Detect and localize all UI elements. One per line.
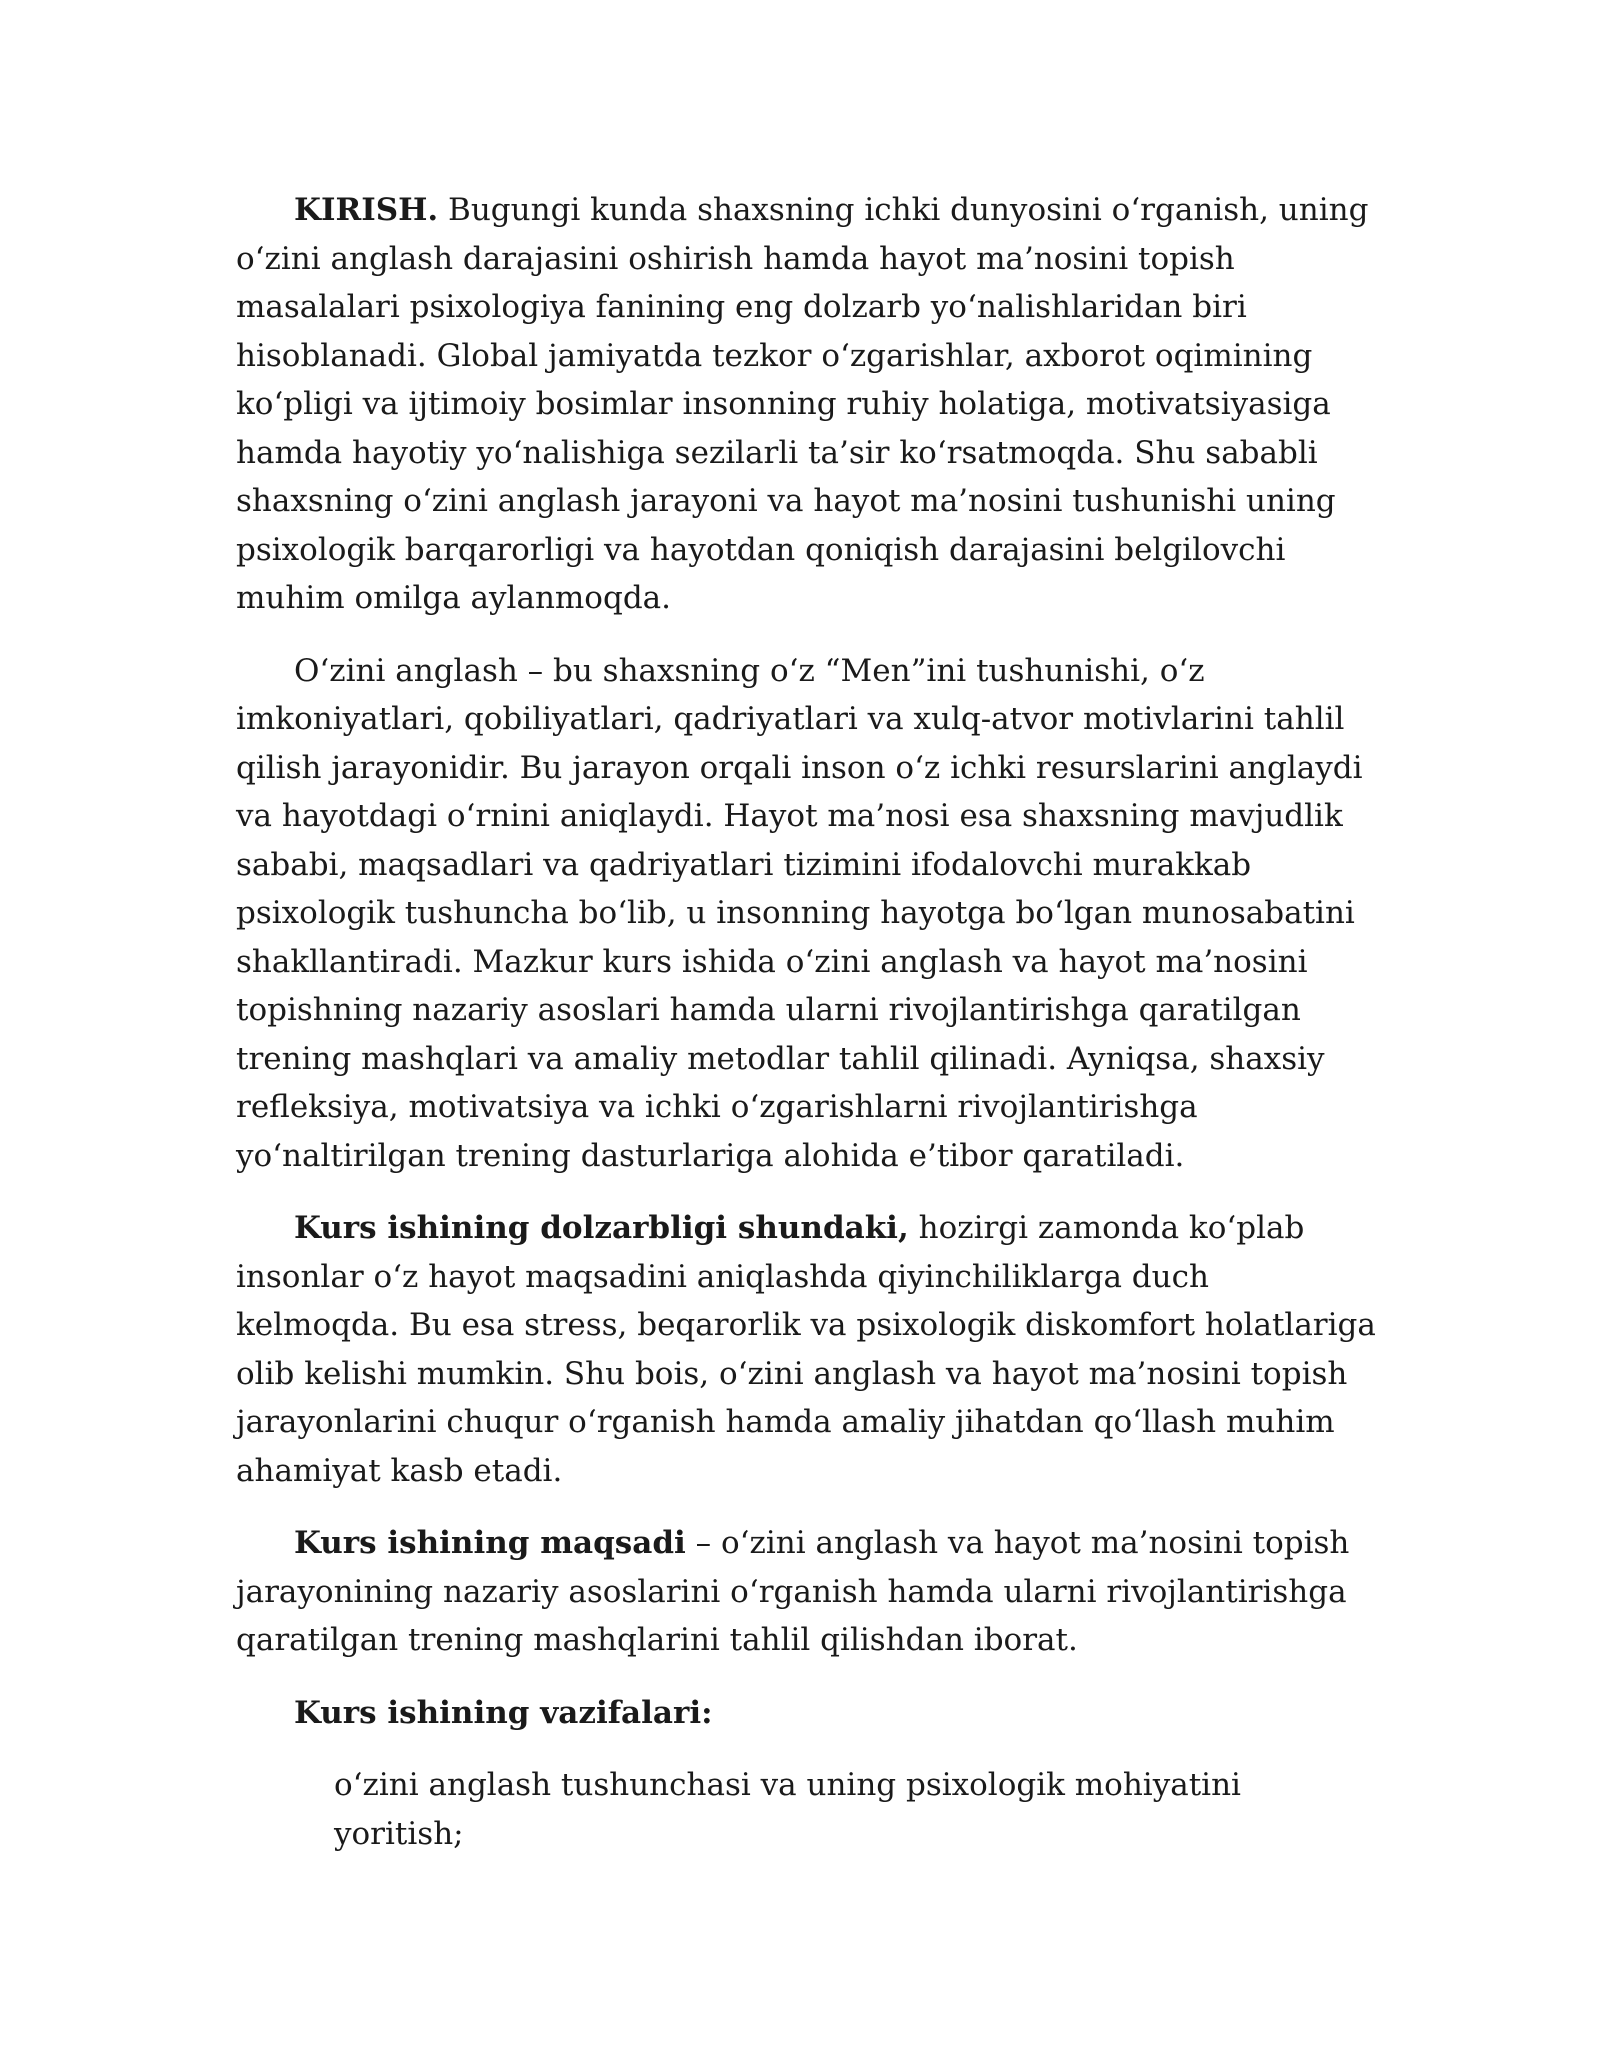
goal-paragraph [236,1519,1376,1665]
goal-lead: Kurs ishining maqsadi [294,1525,686,1561]
tasks-list-item: o‘zini anglash tushunchasi va uning psixologik mohiyatini yoritish; [334,1767,1241,1852]
intro-text: Bugungi kunda shaxsning ichki dunyosini o‘rganish, uning o‘zini anglash darajasini oshirish hamda hayot ma’nosini topish masalalari psixologiya fanining eng dolzarb yo‘nalishlaridan biri hisoblanadi. Global jamiyatda tezkor o‘zgarishlar, axborot oqimining ko‘pligi va ijtimoiy bosimlar insonning ruhiy holatiga, motivatsiyasiga hamda hayotiy yo‘nalishiga sezilarli ta’sir ko‘rsatmoqda. Shu sababli shaxsning o‘zini anglash jarayoni va hayot ma’nosini tushunishi uning psixologik barqarorligi va hayotdan qoniqish darajasini belgilovchi muhim omilga aylanmoqda. [236,192,1369,616]
intro-paragraph [236,186,1376,623]
goal-text: – o‘zini anglash va hayot ma’nosini topish jarayonining nazariy asoslarini o‘rganish hamda ularni rivojlantirishga qaratilgan trening mashqlarini tahlil qilishdan iborat. [236,1525,1350,1658]
definition-text: O‘zini anglash – bu shaxsning o‘z “Men”ini tushunishi, o‘z imkoniyatlari, qobiliyatlari, qadriyatlari va xulq-atvor motivlarini tahlil qilish jarayonidir. Bu jarayon orqali inson o‘z ichki resurslarini anglaydi va hayotdagi o‘rnini aniqlaydi. Hayot ma’nosi esa shaxsning mavjudlik sababi, maqsadlari va qadriyatlari tizimini ifodalovchi murakkab psixologik tushuncha bo‘lib, u insonning hayotga bo‘lgan munosabatini shakllantiradi. Mazkur kurs ishida o‘zini anglash va hayot ma’nosini topishning nazariy asoslari hamda ularni rivojlantirishga qaratilgan trening mashqlari va amaliy metodlar tahlil qilinadi. Ayniqsa, shaxsiy refleksiya, motivatsiya va ichki o‘zgarishlarni rivojlantirishga yo‘naltirilgan trening dasturlariga alohida e’tibor qaratiladi. [236,652,1363,1174]
relevance-paragraph [236,1204,1376,1495]
tasks-heading: Kurs ishining vazifalari: [294,1694,713,1731]
definition-paragraph [236,647,1376,1181]
intro-lead: KIRISH. [294,192,439,228]
relevance-text: hozirgi zamonda ko‘plab insonlar o‘z hayot maqsadini aniqlashda qiyinchiliklarga duch kelmoqda. Bu esa stress, beqarorlik va psixologik diskomfort holatlariga olib kelishi mumkin. Shu bois, o‘zini anglash va hayot ma’nosini topish jarayonlarini chuqur o‘rganish hamda amaliy jihatdan qo‘llash muhim ahamiyat kasb etadi. [236,1210,1376,1489]
relevance-lead: Kurs ishining dolzarbligi shundaki, [294,1210,909,1246]
document-page [236,186,1376,1858]
